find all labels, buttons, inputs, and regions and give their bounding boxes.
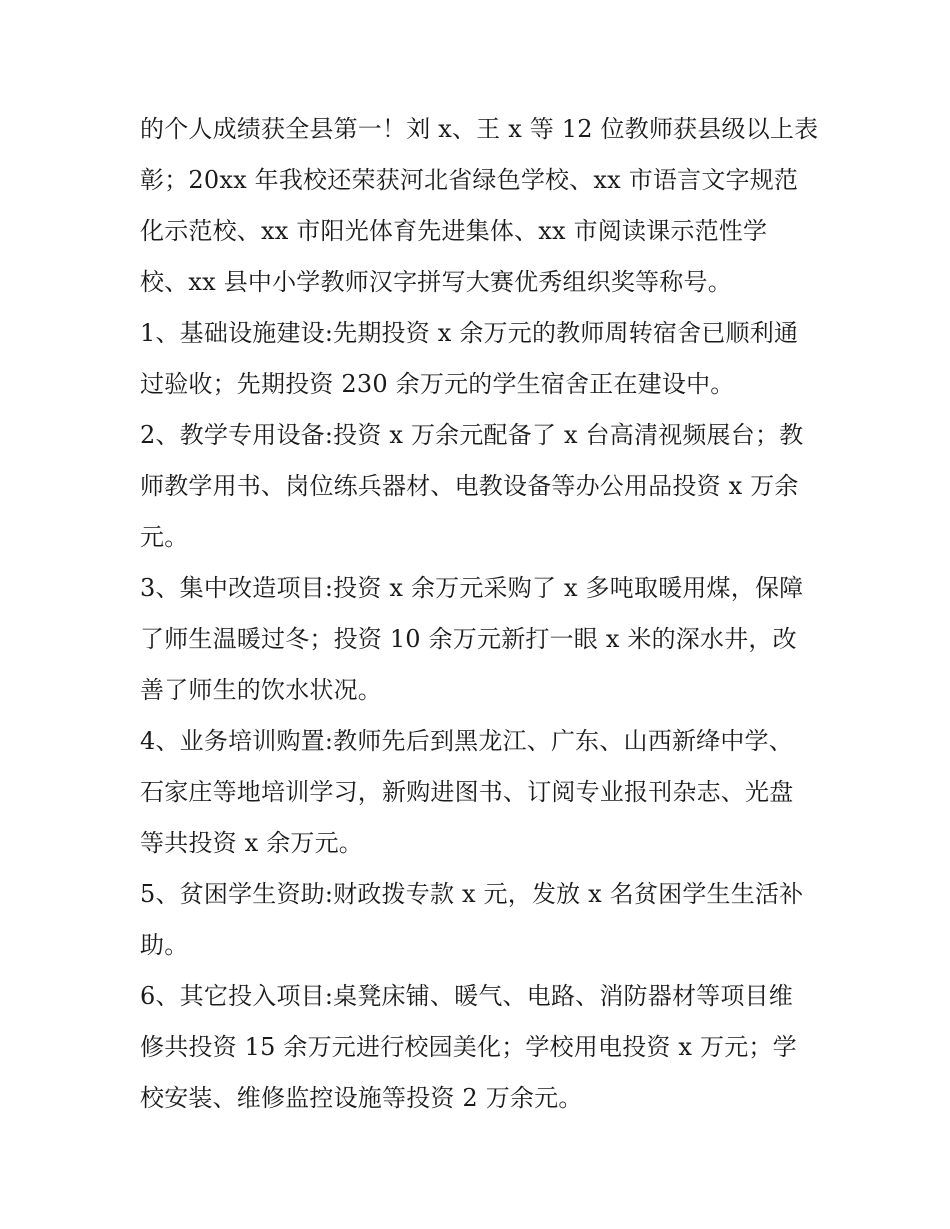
text-line: 彰；20xx 年我校还荣获河北省绿色学校、xx 市语言文字规范 (140, 166, 799, 194)
text-line: 校安装、维修监控设施等投资 2 万余元。 (140, 1084, 583, 1112)
text-line: 的个人成绩获全县第一！刘 x、王 x 等 12 位教师获县级以上表 (140, 115, 819, 143)
text-line: 1、基础设施建设:先期投资 x 余万元的教师周转宿舍已顺利通 (140, 319, 799, 347)
text-line: 元。 (140, 523, 189, 551)
text-line: 等共投资 x 余万元。 (140, 829, 363, 857)
document-body (140, 104, 820, 1124)
text-line: 4、业务培训购置:教师先后到黑龙江、广东、山西新绛中学、 (140, 727, 793, 755)
text-line: 化示范校、xx 市阳光体育先进集体、xx 市阅读课示范性学 (140, 217, 768, 245)
text-line: 5、贫困学生资助:财政拨专款 x 元，发放 x 名贫困学生生活补 (140, 880, 804, 908)
text-line: 6、其它投入项目:桌凳床铺、暖气、电路、消防器材等项目维 (140, 982, 793, 1010)
text-line: 助。 (140, 931, 189, 959)
text-line: 善了师生的饮水状况。 (140, 676, 382, 704)
text-line: 校、xx 县中小学教师汉字拼写大赛优秀组织奖等称号。 (140, 268, 732, 296)
text-line: 3、集中改造项目:投资 x 余万元采购了 x 多吨取暖用煤，保障 (140, 574, 804, 602)
text-line: 了师生温暖过冬；投资 10 余万元新打一眼 x 米的深水井，改 (140, 625, 797, 653)
text-line: 石家庄等地培训学习，新购进图书、订阅专业报刊杂志、光盘 (140, 778, 794, 806)
text-line: 师教学用书、岗位练兵器材、电教设备等办公用品投资 x 万余 (140, 472, 799, 500)
text-line: 过验收；先期投资 230 余万元的学生宿舍正在建设中。 (140, 370, 735, 398)
text-line: 修共投资 15 余万元进行校园美化；学校用电投资 x 万元；学 (140, 1033, 797, 1061)
text-line: 2、教学专用设备:投资 x 万余元配备了 x 台高清视频展台；教 (140, 421, 804, 449)
